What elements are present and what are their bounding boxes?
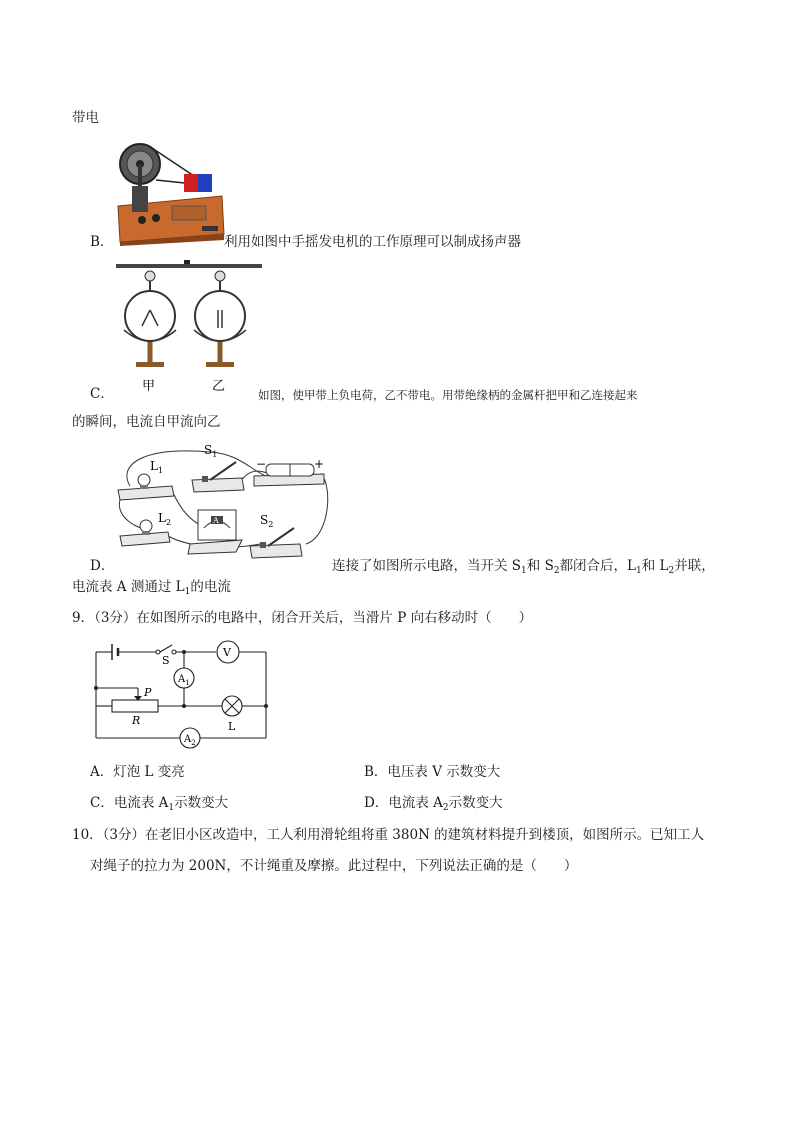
- fig-d-l2: $L_2$: [158, 511, 172, 527]
- label-jia: 甲: [142, 379, 156, 394]
- q10-stem-line1: 10．（3分）在老旧小区改造中，工人利用滑轮组将重 380N 的建筑材料提升到楼顶，如图所示。已知工人: [72, 827, 705, 843]
- option-a-tail: 带电: [72, 110, 99, 126]
- q9-option-d: D．电流表 $A_2$示数变大: [364, 795, 503, 813]
- hand-generator-image: [112, 136, 228, 246]
- option-b-text: 利用如图中手摇发电机的工作原理可以制成扬声器: [224, 234, 521, 250]
- physical-circuit-image: [110, 440, 335, 566]
- q9-stem: 9．（3分）在如图所示的电路中，闭合开关后，当滑片 P 向右移动时（ ）: [72, 610, 533, 626]
- option-d-text-line2: 电流表 A 测通过 $L_1$的电流: [72, 579, 231, 597]
- option-d-text: 连接了如图所示电路，当开关 $S_1$和 $S_2$都闭合后，$L_1$和 $L_2$并联，: [332, 558, 715, 576]
- q9-circuit-diagram: [92, 640, 272, 752]
- fig9-a1: $A_1$: [178, 674, 190, 687]
- electroscope-yi: [194, 271, 246, 367]
- option-d-letter: D．: [90, 558, 115, 574]
- q10-stem-line2: 对绳子的拉力为 200N，不计绳重及摩擦。此过程中，下列说法正确的是（ ）: [90, 858, 578, 874]
- fig-d-s1: $S_1$: [204, 443, 218, 459]
- fig9-p: P: [144, 686, 152, 699]
- option-c-text-cont: 的瞬间，电流自甲流向乙: [72, 414, 221, 430]
- q9-option-c: C．电流表 $A_1$示数变大: [90, 795, 229, 813]
- electroscopes-image: [112, 258, 262, 398]
- fig9-s: S: [162, 654, 170, 667]
- electroscope-jia: [124, 271, 176, 367]
- fig9-v: V: [223, 646, 231, 659]
- option-c-letter: C．: [90, 386, 114, 402]
- fig9-r: R: [132, 714, 141, 727]
- fig9-a2: $A_2$: [184, 734, 196, 747]
- fig-d-plus: +: [314, 457, 325, 471]
- option-b-letter: B．: [90, 234, 114, 250]
- fig9-l: L: [228, 720, 236, 733]
- fig-d-minus: −: [256, 457, 267, 471]
- fig-d-l1: $L_1$: [150, 459, 164, 475]
- label-yi: 乙: [212, 379, 226, 394]
- option-c-text: 如图，使甲带上负电荷，乙不带电。用带绝缘柄的金属杆把甲和乙连接起来: [258, 388, 638, 402]
- q9-option-a: A．灯泡 L 变亮: [90, 764, 185, 780]
- q9-option-b: B．电压表 V 示数变大: [364, 764, 501, 780]
- fig-d-s2: $S_2$: [260, 513, 274, 529]
- fig-d-ammeter-label: A: [213, 516, 219, 525]
